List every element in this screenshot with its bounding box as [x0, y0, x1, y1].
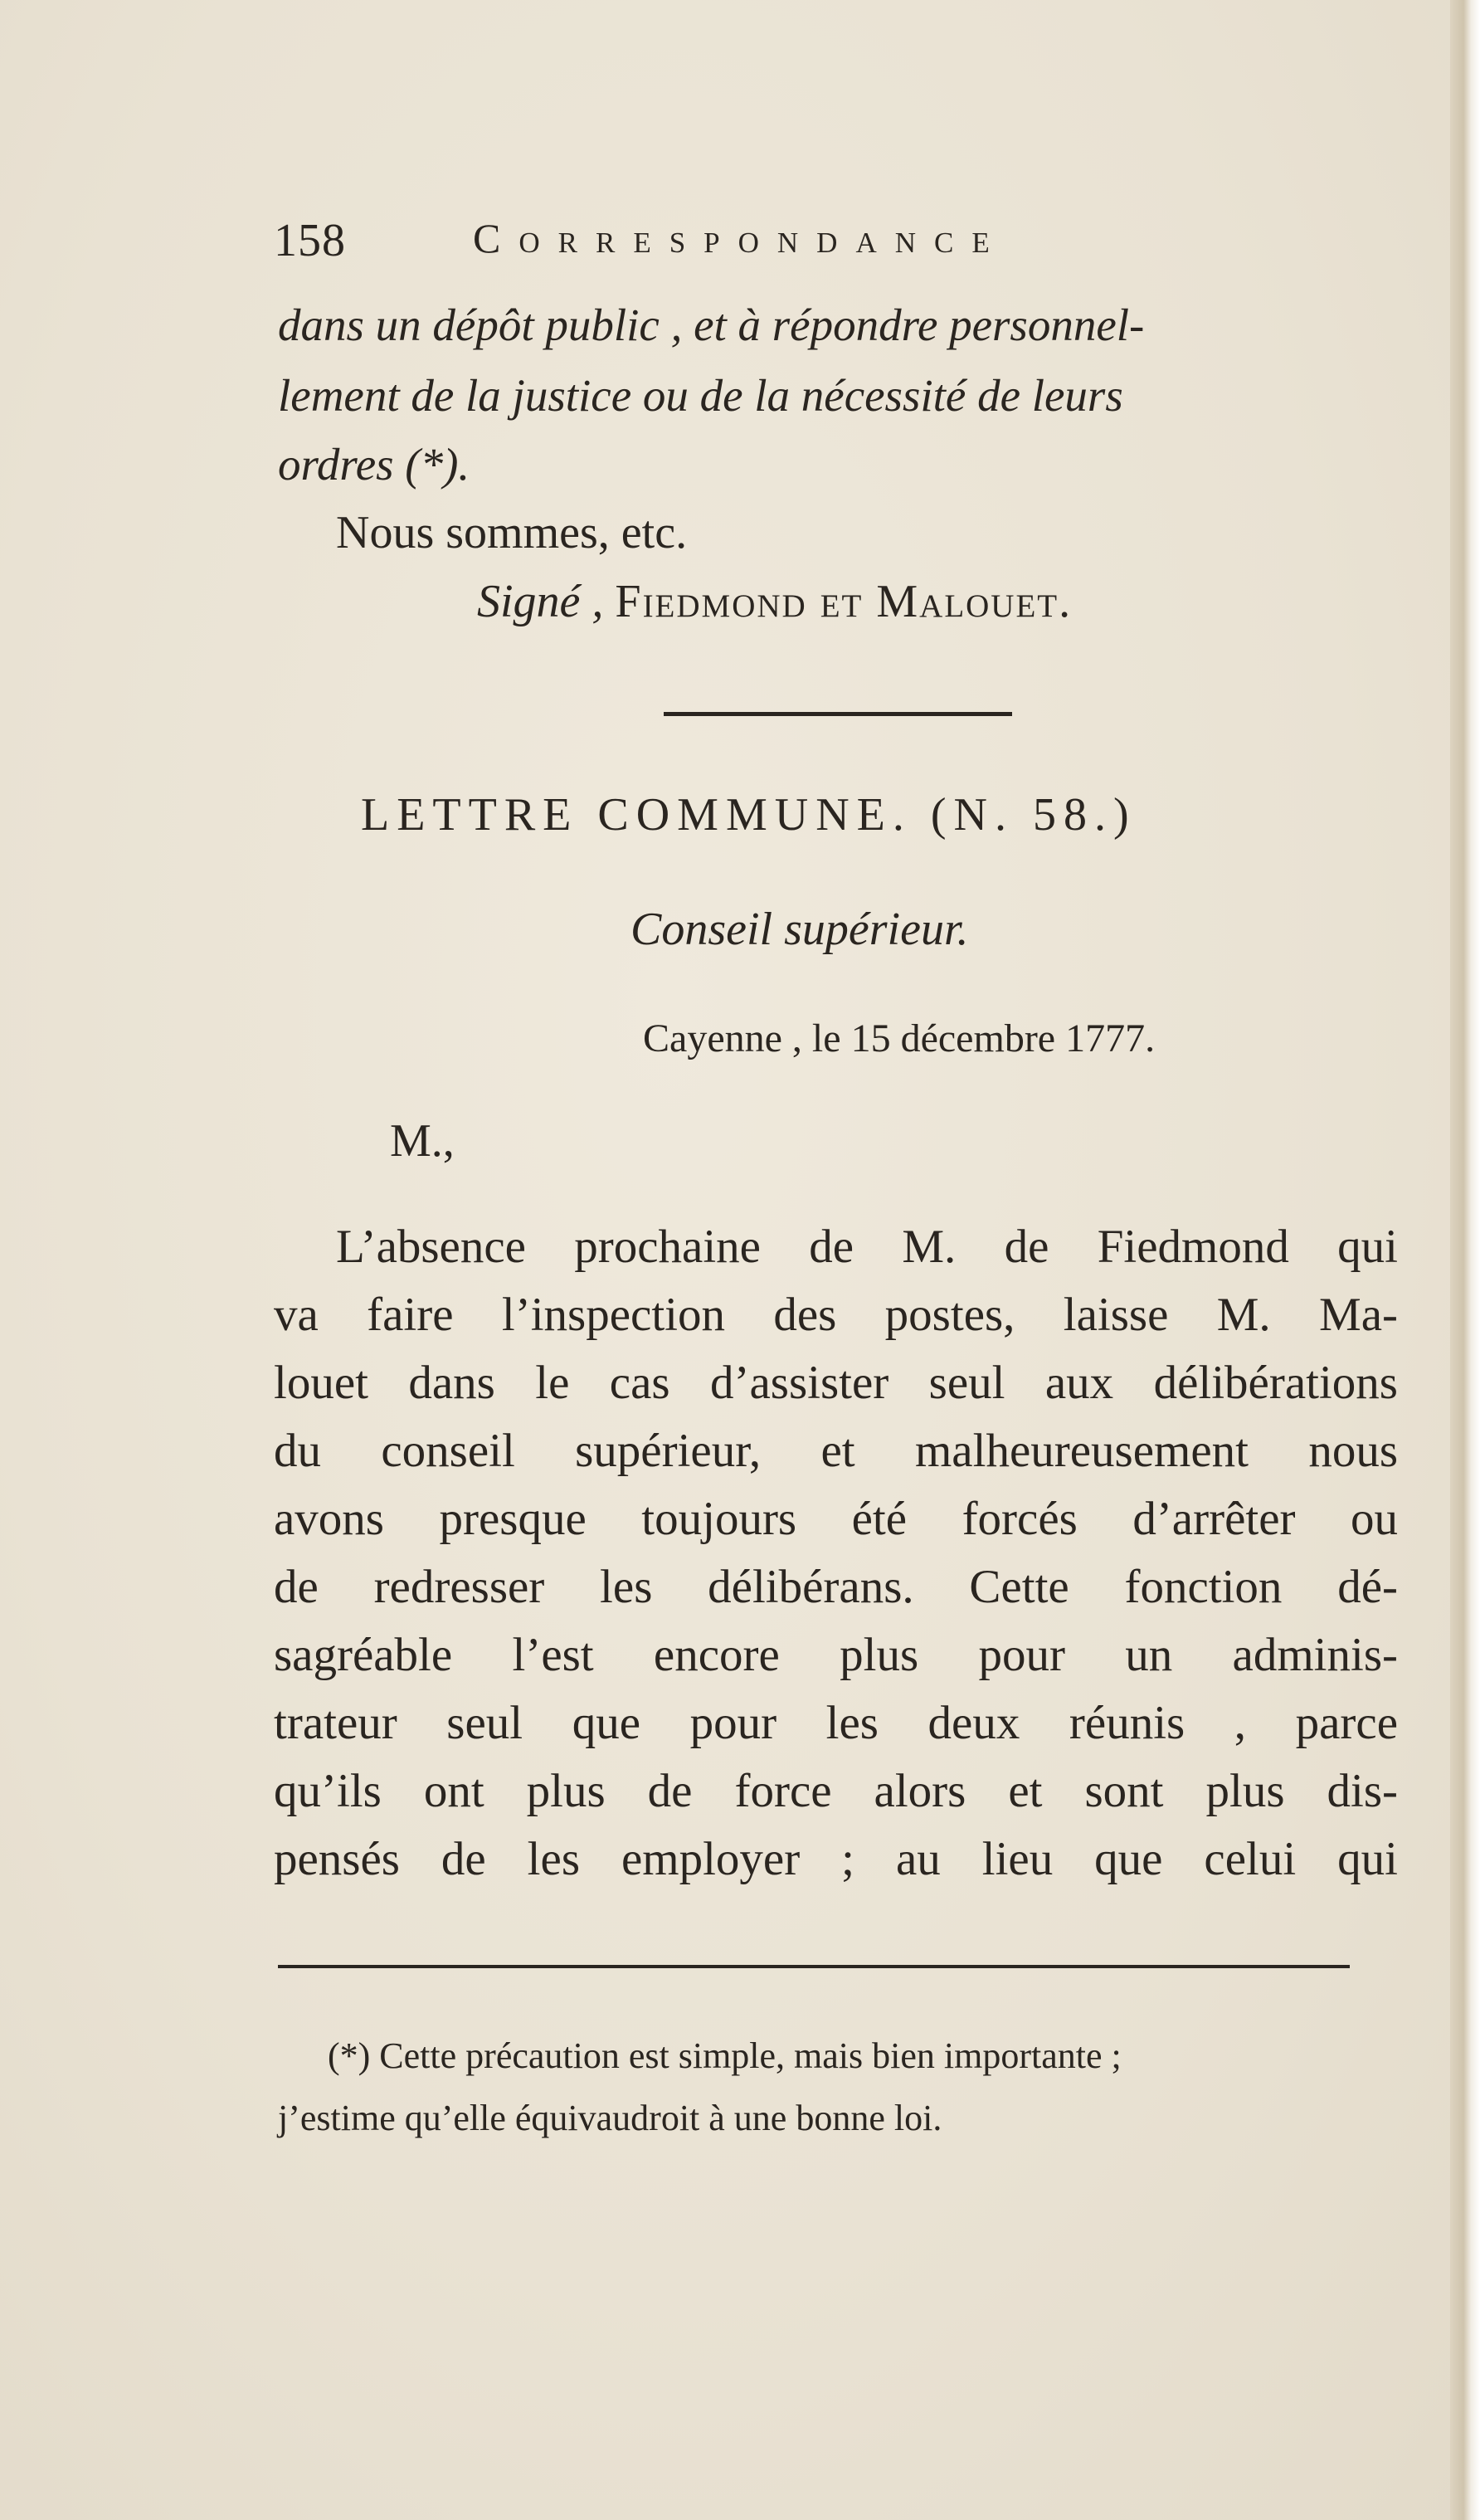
page-number: 158 — [274, 215, 346, 266]
body-line: du conseil supérieur, et malheureusement nous — [274, 1425, 1398, 1477]
body-line: louet dans le cas d’assister seul aux délibérations — [274, 1357, 1398, 1409]
text-line: lement de la justice ou de la nécessité de leurs — [278, 370, 1123, 421]
letter-dateline: Cayenne , le 15 décembre 1777. — [643, 1016, 1156, 1060]
signature-label: Signé , — [477, 576, 604, 627]
body-line: qu’ils ont plus de force alors et sont plus dis- — [274, 1765, 1398, 1817]
letter-salutation: M., — [390, 1115, 455, 1167]
letter-title: LETTRE COMMUNE. (N. 58.) — [361, 789, 1137, 841]
page-edge — [1450, 0, 1480, 2520]
body-line: L’absence prochaine de M. de Fiedmond qui — [336, 1221, 1398, 1273]
running-title: Correspondance — [473, 215, 1008, 261]
body-line: de redresser les délibérans. Cette fonction dé- — [274, 1561, 1398, 1613]
body-line: pensés de les employer ; au lieu que celui qui — [274, 1833, 1398, 1885]
body-line: avons presque toujours été forcés d’arrêter ou — [274, 1493, 1398, 1545]
body-line: va faire l’inspection des postes, laisse M. Ma- — [274, 1289, 1398, 1341]
footnote-line: j’estime qu’elle équivaudroit à une bonne loi. — [278, 2098, 942, 2138]
footnote-divider — [278, 1965, 1350, 1968]
body-line: trateur seul que pour les deux réunis , parce — [274, 1697, 1398, 1749]
closing-formula: Nous sommes, etc. — [336, 507, 688, 558]
section-divider — [664, 712, 1012, 716]
text-line: ordres (*). — [278, 439, 470, 490]
body-line: sagréable l’est encore plus pour un adminis- — [274, 1629, 1398, 1681]
text-line: dans un dépôt public , et à répondre personnel- — [278, 300, 1145, 350]
footnote-line: (*) Cette précaution est simple, mais bien importante ; — [328, 2035, 1122, 2076]
letter-subtitle: Conseil supérieur. — [630, 904, 969, 955]
signature — [477, 568, 1072, 635]
page-header — [274, 214, 1402, 289]
signature-names: Fiedmond et Malouet. — [615, 576, 1073, 627]
